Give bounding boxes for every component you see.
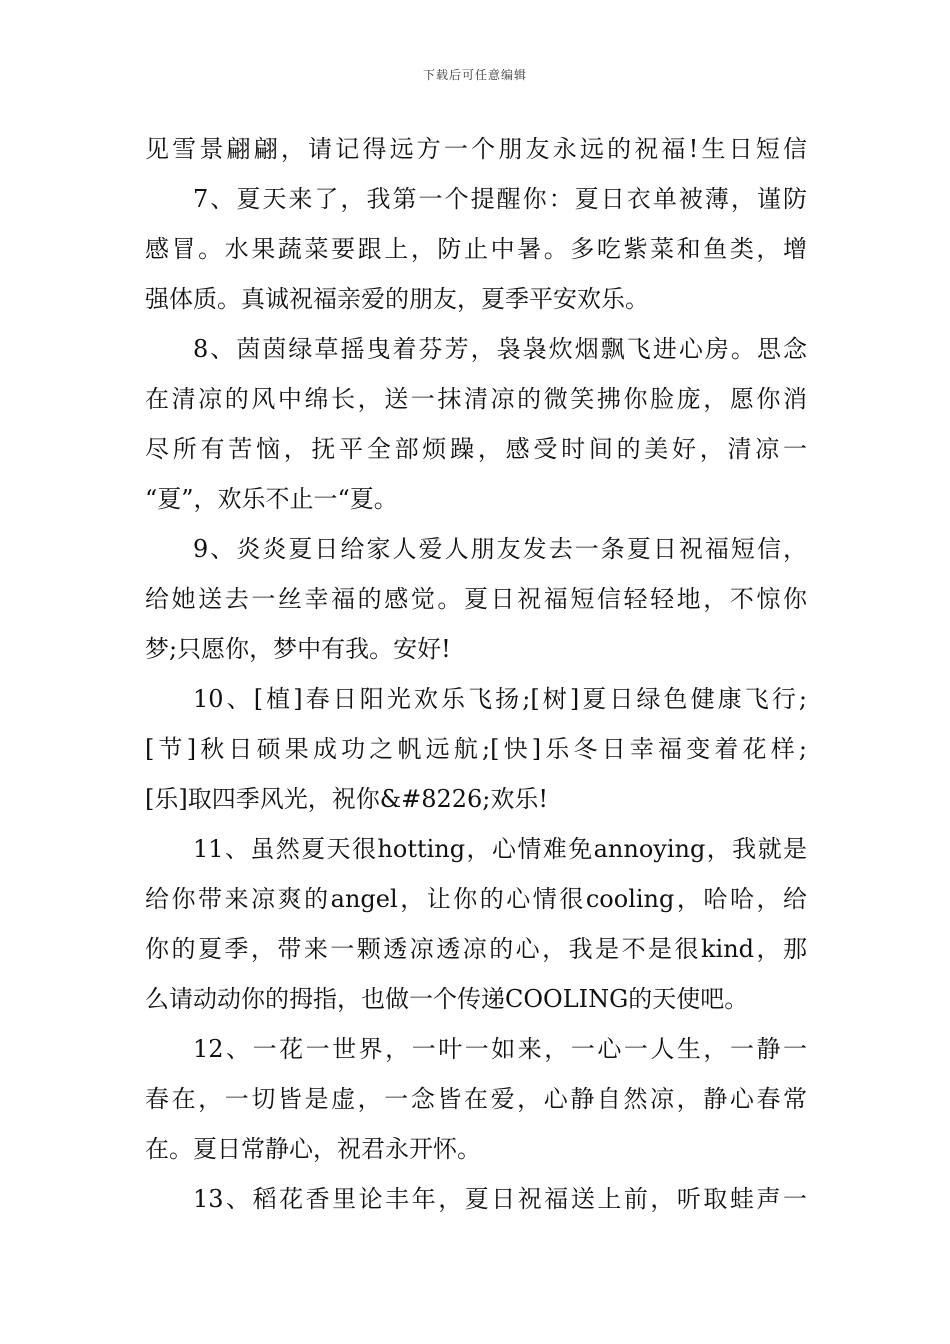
text-line: 么请动动你的拇指，也做一个传递COOLING的天使吧。 <box>145 985 749 1013</box>
text-line: 9、炎炎夏日给家人爱人朋友发去一条夏日祝福短信， <box>193 535 807 563</box>
paragraph <box>145 124 807 174</box>
paragraph <box>145 1024 807 1174</box>
text-line: 在清凉的风中绵长，送一抹清凉的微笑拂你脸庞，愿你消 <box>145 385 807 413</box>
text-line: 7、夏天来了，我第一个提醒你：夏日衣单被薄，谨防 <box>193 185 807 213</box>
text-line: 见雪景翩翩，请记得远方一个朋友永远的祝福!生日短信 <box>145 135 807 163</box>
text-line: 梦;只愿你，梦中有我。安好! <box>145 635 451 663</box>
paragraph <box>145 174 807 324</box>
text-line: [乐]取四季风光，祝你&#8226;欢乐! <box>145 785 549 813</box>
text-line: 8、茵茵绿草摇曳着芬芳，袅袅炊烟飘飞进心房。思念 <box>193 335 807 363</box>
paragraph <box>145 1174 807 1224</box>
paragraph <box>145 824 807 1024</box>
text-line: [节]秋日硕果成功之帆远航;[快]乐冬日幸福变着花样; <box>145 735 807 763</box>
text-line: 12、一花一世界，一叶一如来，一心一人生，一静一 <box>193 1035 807 1063</box>
paragraph <box>145 524 807 674</box>
text-line: 10、[植]春日阳光欢乐飞扬;[树]夏日绿色健康飞行; <box>193 685 807 713</box>
paragraph <box>145 674 807 824</box>
page-header: 下载后可任意编辑 <box>422 68 527 82</box>
text-line: 13、稻花香里论丰年，夏日祝福送上前，听取蛙声一 <box>193 1185 807 1213</box>
text-line: 春在，一切皆是虚，一念皆在爱，心静自然凉，静心春常 <box>145 1085 807 1113</box>
text-line: 强体质。真诚祝福亲爱的朋友，夏季平安欢乐。 <box>145 285 649 313</box>
document-body <box>145 124 807 1224</box>
text-line: 给你带来凉爽的angel，让你的心情很cooling，哈哈，给 <box>145 885 807 913</box>
text-line: 尽所有苦恼，抚平全部烦躁，感受时间的美好，清凉一 <box>145 435 807 463</box>
text-line: 感冒。水果蔬菜要跟上，防止中暑。多吃紫菜和鱼类，增 <box>145 235 807 263</box>
text-line: “夏”，欢乐不止一“夏。 <box>145 485 398 513</box>
text-line: 你的夏季，带来一颗透凉透凉的心，我是不是很kind，那 <box>145 935 807 963</box>
text-line: 给她送去一丝幸福的感觉。夏日祝福短信轻轻地，不惊你 <box>145 585 807 613</box>
text-line: 在。夏日常静心，祝君永开怀。 <box>145 1135 481 1163</box>
paragraph <box>145 324 807 524</box>
text-line: 11、虽然夏天很hotting，心情难免annoying，我就是 <box>193 835 807 863</box>
